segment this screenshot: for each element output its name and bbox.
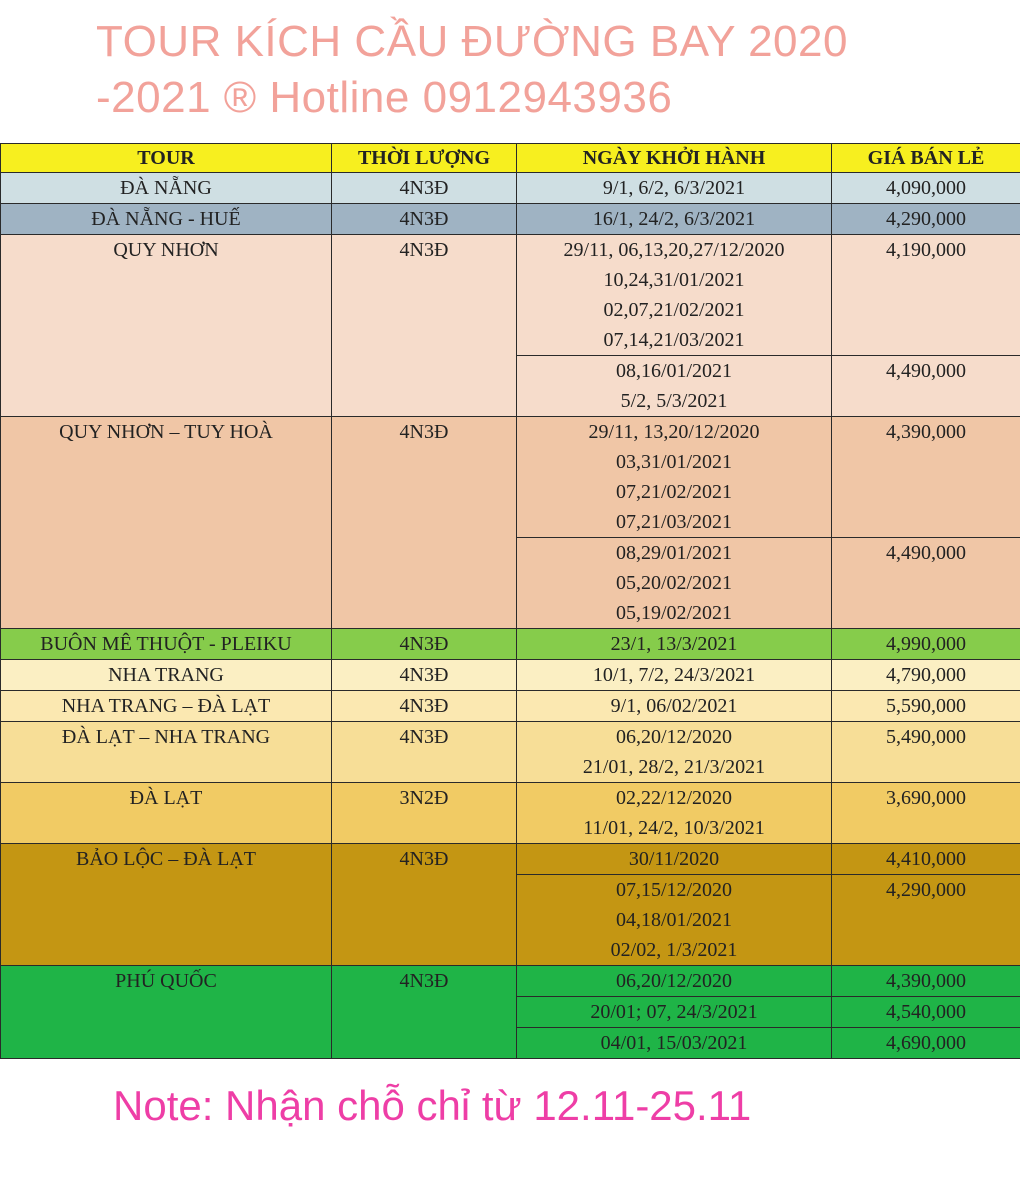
- duration-cell: [332, 660, 517, 691]
- retail-price: 4,490,000: [886, 542, 966, 564]
- tour-name-cell: [1, 783, 332, 844]
- departure-dates-cell: [517, 173, 832, 204]
- tour-duration: 4N3Đ: [399, 695, 449, 717]
- price-cell: [832, 875, 1020, 966]
- title-line-1: TOUR KÍCH CẦU ĐƯỜNG BAY 2020: [96, 17, 848, 66]
- tour-duration: 4N3Đ: [399, 208, 449, 230]
- retail-price: 4,290,000: [886, 208, 966, 230]
- table-row: [1, 235, 1020, 356]
- departure-date: 07,15/12/2020: [615, 879, 733, 901]
- table-row: [1, 722, 1020, 783]
- duration-cell: [332, 691, 517, 722]
- price-cell: [832, 417, 1020, 538]
- departure-dates-cell: [517, 660, 832, 691]
- duration-cell: [332, 204, 517, 235]
- retail-price: 4,290,000: [886, 879, 966, 901]
- departure-date: 07,21/03/2021: [615, 511, 733, 533]
- departure-date: 9/1, 06/02/2021: [610, 695, 738, 717]
- tour-name-cell: [1, 417, 332, 629]
- departure-dates-cell: [517, 997, 832, 1028]
- tour-name: ĐÀ NẴNG - HUẾ: [91, 208, 241, 230]
- price-cell: [832, 538, 1020, 629]
- tour-name-cell: [1, 629, 332, 660]
- tour-duration: 4N3Đ: [399, 239, 449, 261]
- column-header-duration: THỜI LƯỢNG: [332, 144, 517, 173]
- departure-date: 06,20/12/2020: [615, 726, 733, 748]
- departure-dates-cell: [517, 235, 832, 356]
- tour-name-cell: [1, 235, 332, 417]
- tour-name: NHA TRANG – ĐÀ LẠT: [61, 695, 271, 717]
- duration-cell: [332, 722, 517, 783]
- tour-name: QUY NHƠN: [113, 239, 219, 261]
- departure-dates-cell: [517, 875, 832, 966]
- retail-price: 4,790,000: [886, 664, 966, 686]
- retail-price: 4,390,000: [886, 421, 966, 443]
- table-row: [1, 629, 1020, 660]
- table-row: [1, 783, 1020, 844]
- departure-date: 05,20/02/2021: [615, 572, 733, 594]
- departure-dates-cell: [517, 844, 832, 875]
- price-cell: [832, 844, 1020, 875]
- price-cell: [832, 356, 1020, 417]
- tour-name: ĐÀ NẴNG: [120, 177, 212, 199]
- tour-duration: 3N2Đ: [399, 787, 449, 809]
- price-cell: [832, 173, 1020, 204]
- departure-date: 02/02, 1/3/2021: [610, 939, 738, 961]
- departure-dates-cell: [517, 1028, 832, 1059]
- table-row: [1, 173, 1020, 204]
- departure-dates-cell: [517, 722, 832, 783]
- tour-duration: 4N3Đ: [399, 421, 449, 443]
- table-row: [1, 204, 1020, 235]
- tour-name: NHA TRANG: [108, 664, 224, 686]
- departure-dates-cell: [517, 629, 832, 660]
- duration-cell: [332, 417, 517, 629]
- tour-name: BUÔN MÊ THUỘT - PLEIKU: [40, 633, 292, 655]
- duration-cell: [332, 844, 517, 966]
- retail-price: 3,690,000: [886, 787, 966, 809]
- departure-date: 9/1, 6/2, 6/3/2021: [602, 177, 746, 199]
- tour-name: PHÚ QUỐC: [115, 970, 217, 992]
- tour-name: ĐÀ LẠT – NHA TRANG: [61, 726, 271, 748]
- title-line-2: -2021 ® Hotline 0912943936: [96, 73, 673, 122]
- price-cell: [832, 629, 1020, 660]
- departure-dates-cell: [517, 783, 832, 844]
- departure-date: 29/11, 06,13,20,27/12/2020: [563, 239, 785, 261]
- price-cell: [832, 691, 1020, 722]
- retail-price: 4,190,000: [886, 239, 966, 261]
- departure-dates-cell: [517, 417, 832, 538]
- price-cell: [832, 1028, 1020, 1059]
- price-cell: [832, 722, 1020, 783]
- column-header-departure-dates: NGÀY KHỞI HÀNH: [517, 144, 832, 173]
- departure-date: 16/1, 24/2, 6/3/2021: [592, 208, 756, 230]
- departure-date: 08,29/01/2021: [615, 542, 733, 564]
- duration-cell: [332, 173, 517, 204]
- departure-date: 03,31/01/2021: [615, 451, 733, 473]
- duration-cell: [332, 783, 517, 844]
- page-title: [96, 14, 996, 126]
- retail-price: 4,540,000: [886, 1001, 966, 1023]
- retail-price: 5,590,000: [886, 695, 966, 717]
- tour-name-cell: [1, 204, 332, 235]
- price-cell: [832, 783, 1020, 844]
- tour-name-cell: [1, 660, 332, 691]
- departure-dates-cell: [517, 691, 832, 722]
- departure-date: 10,24,31/01/2021: [603, 269, 745, 291]
- price-cell: [832, 235, 1020, 356]
- tour-price-table: [0, 143, 1020, 1063]
- table-row: [1, 966, 1020, 997]
- table-body: [1, 173, 1020, 1059]
- departure-date: 30/11/2020: [628, 848, 720, 870]
- departure-date: 02,07,21/02/2021: [603, 299, 745, 321]
- price-cell: [832, 997, 1020, 1028]
- departure-date: 08,16/01/2021: [615, 360, 733, 382]
- departure-date: 06,20/12/2020: [615, 970, 733, 992]
- departure-date: 29/11, 13,20/12/2020: [588, 421, 760, 443]
- departure-date: 23/1, 13/3/2021: [610, 633, 738, 655]
- column-header-tour: TOUR: [1, 144, 332, 173]
- tour-name-cell: [1, 844, 332, 966]
- tour-name: BẢO LỘC – ĐÀ LẠT: [76, 848, 256, 870]
- retail-price: 4,990,000: [886, 633, 966, 655]
- tour-name: ĐÀ LẠT: [129, 787, 203, 809]
- tour-name-cell: [1, 966, 332, 1059]
- departure-date: 5/2, 5/3/2021: [620, 390, 728, 412]
- duration-cell: [332, 629, 517, 660]
- departure-date: 10/1, 7/2, 24/3/2021: [592, 664, 756, 686]
- tour-name-cell: [1, 173, 332, 204]
- tour-duration: 4N3Đ: [399, 970, 449, 992]
- duration-cell: [332, 235, 517, 417]
- departure-date: 02,22/12/2020: [615, 787, 733, 809]
- tour-duration: 4N3Đ: [399, 177, 449, 199]
- retail-price: 5,490,000: [886, 726, 966, 748]
- tour-duration: 4N3Đ: [399, 726, 449, 748]
- departure-date: 20/01; 07, 24/3/2021: [590, 1001, 758, 1023]
- departure-dates-cell: [517, 966, 832, 997]
- departure-date: 05,19/02/2021: [615, 602, 733, 624]
- departure-date: 07,14,21/03/2021: [603, 329, 745, 351]
- column-header-retail-price: GIÁ BÁN LẺ: [832, 144, 1020, 173]
- table-row: [1, 660, 1020, 691]
- departure-date: 07,21/02/2021: [615, 481, 733, 503]
- price-cell: [832, 660, 1020, 691]
- table-row: [1, 844, 1020, 875]
- price-cell: [832, 966, 1020, 997]
- table-row: [1, 417, 1020, 538]
- price-cell: [832, 204, 1020, 235]
- retail-price: 4,490,000: [886, 360, 966, 382]
- retail-price: 4,390,000: [886, 970, 966, 992]
- tour-name: QUY NHƠN – TUY HOÀ: [59, 421, 273, 443]
- retail-price: 4,410,000: [886, 848, 966, 870]
- tour-name-cell: [1, 722, 332, 783]
- departure-date: 04,18/01/2021: [615, 909, 733, 931]
- duration-cell: [332, 966, 517, 1059]
- tour-duration: 4N3Đ: [399, 848, 449, 870]
- departure-date: 04/01, 15/03/2021: [600, 1032, 748, 1054]
- departure-date: 21/01, 28/2, 21/3/2021: [582, 756, 766, 778]
- retail-price: 4,690,000: [886, 1032, 966, 1054]
- tour-duration: 4N3Đ: [399, 664, 449, 686]
- departure-date: 11/01, 24/2, 10/3/2021: [583, 817, 765, 839]
- booking-note: Note: Nhận chỗ chỉ từ 12.11-25.11: [113, 1082, 752, 1129]
- table-row: [1, 691, 1020, 722]
- departure-dates-cell: [517, 204, 832, 235]
- table-header-row: [1, 144, 1020, 173]
- tour-duration: 4N3Đ: [399, 633, 449, 655]
- departure-dates-cell: [517, 356, 832, 417]
- tour-name-cell: [1, 691, 332, 722]
- departure-dates-cell: [517, 538, 832, 629]
- retail-price: 4,090,000: [886, 177, 966, 199]
